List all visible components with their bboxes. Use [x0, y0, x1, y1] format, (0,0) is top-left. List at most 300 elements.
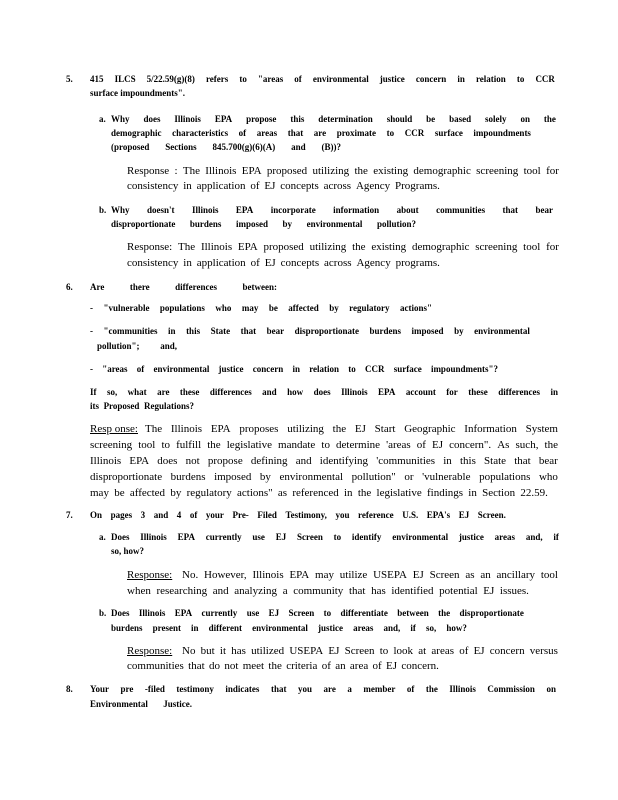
word: that: [188, 660, 205, 672]
q6-number: 6.: [66, 282, 73, 292]
word: Are: [90, 282, 105, 292]
word: concern: [489, 645, 525, 657]
word: the: [268, 660, 282, 672]
word: the: [332, 423, 347, 435]
word: impoundments"?: [430, 364, 498, 374]
word: has: [371, 585, 386, 597]
word: the: [207, 439, 221, 451]
word: The: [145, 423, 163, 435]
q6-response-label: Resp onse:: [90, 423, 138, 435]
word: propose: [207, 455, 243, 467]
word: the: [543, 114, 556, 124]
word: use: [246, 608, 260, 618]
word: EPA: [174, 608, 193, 618]
q7-line-1: [90, 511, 506, 520]
q8-number: 8.: [66, 684, 73, 694]
word: screening: [475, 241, 518, 253]
word: proximate: [336, 128, 377, 138]
word: in: [550, 387, 558, 397]
word: U.S.: [402, 510, 419, 520]
word: existing: [373, 165, 409, 177]
word: may: [90, 487, 109, 499]
word: as: [277, 487, 288, 499]
word: mandate: [278, 439, 316, 451]
word: at: [418, 645, 427, 657]
q5-number: 5.: [66, 74, 73, 84]
word: currently: [205, 532, 242, 542]
word: justice: [218, 364, 244, 374]
word: on: [546, 684, 556, 694]
word: this: [186, 326, 201, 336]
word: utilizing: [312, 165, 350, 177]
word: findings: [426, 487, 464, 499]
word: not: [185, 455, 200, 467]
word: differentiate: [340, 608, 388, 618]
word: The: [178, 241, 196, 253]
word: EPA: [177, 532, 195, 542]
word: EPA: [241, 165, 262, 177]
word: the: [425, 684, 438, 694]
q5a-mark: a.: [99, 114, 106, 124]
word: in: [168, 326, 176, 336]
word: between: [397, 608, 429, 618]
q7b-line-2: [111, 624, 467, 633]
word: not: [224, 660, 239, 672]
word: EJ: [354, 423, 366, 435]
word: 845.700(g)(6)(A): [212, 142, 276, 152]
word: No.: [182, 569, 199, 581]
word: Testimony,: [285, 510, 327, 520]
word: environmental: [306, 219, 363, 229]
word: that: [270, 684, 287, 694]
q6-response-3: [90, 456, 558, 467]
word: utilizing: [287, 423, 324, 435]
word: testimony: [176, 684, 214, 694]
word: concern".: [449, 439, 492, 451]
word: to: [333, 532, 342, 542]
word: of: [459, 645, 469, 657]
q5b-line-1: [111, 206, 553, 215]
word: utilized: [251, 645, 285, 657]
word: does: [143, 114, 161, 124]
word: on: [520, 114, 530, 124]
word: Proposed: [103, 401, 140, 411]
word: does: [313, 387, 331, 397]
word: that: [502, 205, 519, 215]
word: demographic: [111, 128, 162, 138]
word: these: [179, 387, 200, 397]
word: State: [484, 455, 507, 467]
word: EPA: [235, 205, 254, 215]
word: surface: [393, 364, 422, 374]
word: bear: [266, 326, 285, 336]
word: across: [323, 180, 352, 192]
word: Illinois: [140, 532, 167, 542]
q7b-line-1: [111, 609, 524, 618]
q7a-line-1: [111, 533, 559, 542]
word: that: [348, 585, 366, 597]
word: disproportionate: [294, 326, 359, 336]
word: who: [215, 303, 232, 313]
q7a-response-label: Response:: [127, 569, 173, 581]
word: your: [205, 510, 224, 520]
word: community: [293, 585, 344, 597]
word: Regulations?: [143, 401, 194, 411]
word: affected: [288, 303, 319, 313]
word: and,: [160, 341, 177, 351]
word: EJ: [268, 608, 280, 618]
word: has: [231, 645, 246, 657]
q7a-line-2: so, how?: [111, 546, 145, 556]
word: there: [129, 282, 150, 292]
word: proposes: [239, 423, 279, 435]
word: analyzing: [234, 585, 278, 597]
word: 415: [90, 74, 104, 84]
word: Illinois: [200, 241, 233, 253]
word: may: [241, 303, 259, 313]
word: issues.: [499, 585, 529, 597]
q5-line-2: surface impoundments".: [90, 88, 186, 98]
word: in: [457, 74, 465, 84]
word: refers: [205, 74, 229, 84]
q7b-response-1: [182, 646, 558, 657]
q5a-response-2: [127, 181, 440, 192]
q5-line-1: [90, 75, 555, 84]
word: look: [393, 645, 414, 657]
word: to: [516, 74, 525, 84]
word: 22.59.: [520, 487, 548, 499]
word: concepts: [280, 180, 319, 192]
q6-followup-1: [90, 388, 558, 397]
word: application: [196, 180, 246, 192]
word: Does: [111, 608, 130, 618]
word: do: [208, 660, 220, 672]
word: pages: [110, 510, 133, 520]
word: how?: [446, 623, 467, 633]
word: indicates: [225, 684, 260, 694]
word: Screen: [297, 532, 323, 542]
word: of: [416, 439, 426, 451]
word: this: [459, 455, 476, 467]
word: Illinois: [138, 608, 166, 618]
q7a-response-1: [182, 570, 558, 581]
word: EJ: [386, 660, 398, 672]
word: solely: [485, 114, 507, 124]
word: impoundments: [473, 128, 531, 138]
q6-bullet-1: [90, 304, 432, 313]
word: of: [294, 74, 302, 84]
word: (proposed: [111, 142, 150, 152]
word: legislative: [376, 487, 422, 499]
q6-response-2: [90, 440, 558, 451]
word: are: [313, 128, 327, 138]
word: of: [189, 510, 198, 520]
word: be: [426, 114, 436, 124]
word: to: [239, 74, 247, 84]
q6-bullet-2a: [90, 327, 530, 336]
word: and: [295, 455, 312, 467]
word: the: [354, 165, 368, 177]
word: Agency: [355, 180, 391, 192]
word: imposed: [411, 326, 444, 336]
word: tool: [523, 165, 541, 177]
word: System: [525, 423, 558, 435]
q5b-line-2: [111, 220, 416, 229]
word: are: [323, 684, 336, 694]
word: information: [333, 205, 380, 215]
word: of: [250, 257, 260, 269]
word: identify: [351, 532, 382, 542]
word: CCR: [365, 364, 385, 374]
word: doesn't: [146, 205, 175, 215]
word: (B))?: [321, 142, 341, 152]
word: areas: [256, 128, 278, 138]
word: based: [449, 114, 472, 124]
word: are: [157, 387, 170, 397]
word: across: [324, 257, 352, 269]
word: to: [161, 439, 170, 451]
word: concepts: [280, 257, 320, 269]
word: EPA: [289, 569, 310, 581]
word: in: [183, 257, 192, 269]
word: Your: [90, 684, 110, 694]
word: actions": [237, 487, 273, 499]
word: EJ: [275, 532, 287, 542]
word: areas: [431, 645, 454, 657]
q5a-line-1: [111, 115, 556, 124]
q5a-line-2: [111, 129, 531, 138]
word: that: [514, 455, 531, 467]
q6-response-4: [90, 472, 558, 483]
word: However,: [204, 569, 247, 581]
word: pollution": [351, 471, 396, 483]
word: justice: [379, 74, 405, 84]
word: "areas: [257, 74, 284, 84]
word: EPA: [129, 455, 150, 467]
word: concern: [415, 74, 447, 84]
word: EJ: [473, 645, 485, 657]
word: EPA: [237, 241, 258, 253]
word: Illinois: [90, 455, 122, 467]
word: of: [406, 684, 415, 694]
word: propose: [246, 114, 277, 124]
word: a: [282, 585, 288, 597]
word: environmental: [279, 471, 344, 483]
word: USEPA: [289, 645, 324, 657]
word: burdens: [170, 471, 206, 483]
word: tool: [523, 241, 541, 253]
word: EJ: [458, 510, 470, 520]
word: No: [182, 645, 196, 657]
word: concern: [252, 364, 284, 374]
word: communities: [127, 660, 184, 672]
word: in: [191, 623, 199, 633]
word: programs.: [395, 257, 440, 269]
word: Why: [111, 114, 130, 124]
word: concern.: [401, 660, 439, 672]
word: these: [468, 387, 488, 397]
word: EJ: [264, 257, 276, 269]
word: EJ: [328, 645, 340, 657]
word: Illinois: [174, 114, 201, 124]
word: Response:: [127, 241, 173, 253]
word: to: [321, 439, 330, 451]
word: use: [252, 532, 265, 542]
q7a-response-2: [127, 586, 529, 597]
word: the: [352, 241, 366, 253]
word: EJ: [432, 439, 443, 451]
word: Does: [111, 532, 130, 542]
word: of: [136, 364, 145, 374]
word: bear: [535, 205, 553, 215]
word: who: [538, 471, 558, 483]
word: The: [182, 165, 200, 177]
word: determine: [336, 439, 381, 451]
word: surface: [434, 128, 463, 138]
word: relation: [309, 364, 340, 374]
word: justice: [458, 532, 484, 542]
q8-line-2: [90, 700, 192, 709]
word: reference: [358, 510, 394, 520]
word: Section: [482, 487, 516, 499]
word: As: [497, 439, 510, 451]
word: EPA's: [426, 510, 451, 520]
word: about: [396, 205, 419, 215]
word: to: [348, 364, 356, 374]
word: pollution?: [376, 219, 416, 229]
word: differences: [209, 387, 252, 397]
word: for: [546, 165, 559, 177]
word: such,: [515, 439, 539, 451]
word: utilize: [339, 569, 368, 581]
word: for: [446, 387, 458, 397]
word: Environmental: [90, 699, 148, 709]
word: -: [90, 303, 93, 313]
word: existing: [371, 241, 407, 253]
word: environmental: [392, 532, 449, 542]
word: a: [347, 684, 352, 694]
word: utilizing: [309, 241, 347, 253]
word: you: [335, 510, 350, 520]
word: tool: [540, 569, 558, 581]
word: meet: [242, 660, 265, 672]
word: differences: [175, 282, 217, 292]
word: it: [219, 645, 227, 657]
word: Screen: [288, 608, 315, 618]
word: to: [323, 608, 332, 618]
word: to: [386, 128, 395, 138]
word: of: [238, 128, 247, 138]
q5b-response-2: [127, 258, 440, 269]
word: Illinois: [191, 205, 219, 215]
word: legislative: [226, 439, 272, 451]
q7b-response-label: Response:: [127, 645, 173, 657]
word: Justice.: [163, 699, 192, 709]
word: the: [357, 487, 372, 499]
q5a-line-3: [111, 143, 341, 152]
word: Programs.: [395, 180, 440, 192]
word: by: [329, 303, 339, 313]
q7-number: 7.: [66, 510, 73, 520]
word: burdens: [189, 219, 222, 229]
word: incorporate: [270, 205, 316, 215]
word: determination: [318, 114, 373, 124]
q8-line-1: [90, 685, 556, 694]
word: by: [454, 326, 464, 336]
word: this: [290, 114, 305, 124]
word: USEPA: [373, 569, 407, 581]
word: Illinois: [170, 423, 203, 435]
q6-line-1: [90, 283, 277, 292]
word: currently: [201, 608, 238, 618]
word: potential: [439, 585, 478, 597]
word: 3: [140, 510, 146, 520]
word: consistency: [127, 257, 179, 269]
word: screening: [476, 165, 519, 177]
word: -: [90, 364, 93, 374]
q5b-response-1: [127, 242, 559, 253]
word: EJ: [412, 569, 424, 581]
word: Screen: [429, 569, 460, 581]
word: tool: [138, 439, 156, 451]
word: proposed: [263, 241, 304, 253]
word: area: [349, 660, 369, 672]
word: so,: [426, 623, 437, 633]
word: that: [287, 128, 304, 138]
word: its: [90, 401, 99, 411]
word: burdens: [369, 326, 402, 336]
word: and: [153, 510, 169, 520]
word: account: [405, 387, 436, 397]
q6-response-1: [145, 424, 558, 435]
word: characteristics: [172, 128, 229, 138]
word: by: [170, 487, 182, 499]
word: fulfill: [176, 439, 202, 451]
word: and: [212, 585, 229, 597]
word: the: [438, 608, 451, 618]
q6-response-5: [90, 488, 548, 499]
word: Illinois: [449, 684, 476, 694]
word: between:: [242, 282, 277, 292]
word: versus: [529, 645, 558, 657]
word: referenced: [292, 487, 339, 499]
word: regulatory: [349, 303, 390, 313]
word: if: [553, 532, 559, 542]
word: State: [210, 326, 231, 336]
word: imposed: [214, 471, 252, 483]
word: may: [315, 569, 334, 581]
word: populations: [159, 303, 205, 313]
word: environmental: [153, 364, 210, 374]
word: Why: [111, 205, 130, 215]
word: EPA: [210, 423, 231, 435]
word: differences: [498, 387, 541, 397]
word: present: [152, 623, 181, 633]
word: EPA: [378, 387, 396, 397]
word: justice: [318, 623, 344, 633]
word: demographic: [413, 165, 471, 177]
word: Start: [374, 423, 396, 435]
word: if: [410, 623, 416, 633]
word: "areas: [102, 364, 128, 374]
word: Response: [127, 165, 170, 177]
word: of: [321, 660, 331, 672]
word: actions": [399, 303, 432, 313]
word: application: [196, 257, 246, 269]
word: Filed: [257, 510, 277, 520]
word: what: [127, 387, 147, 397]
word: in: [292, 364, 300, 374]
